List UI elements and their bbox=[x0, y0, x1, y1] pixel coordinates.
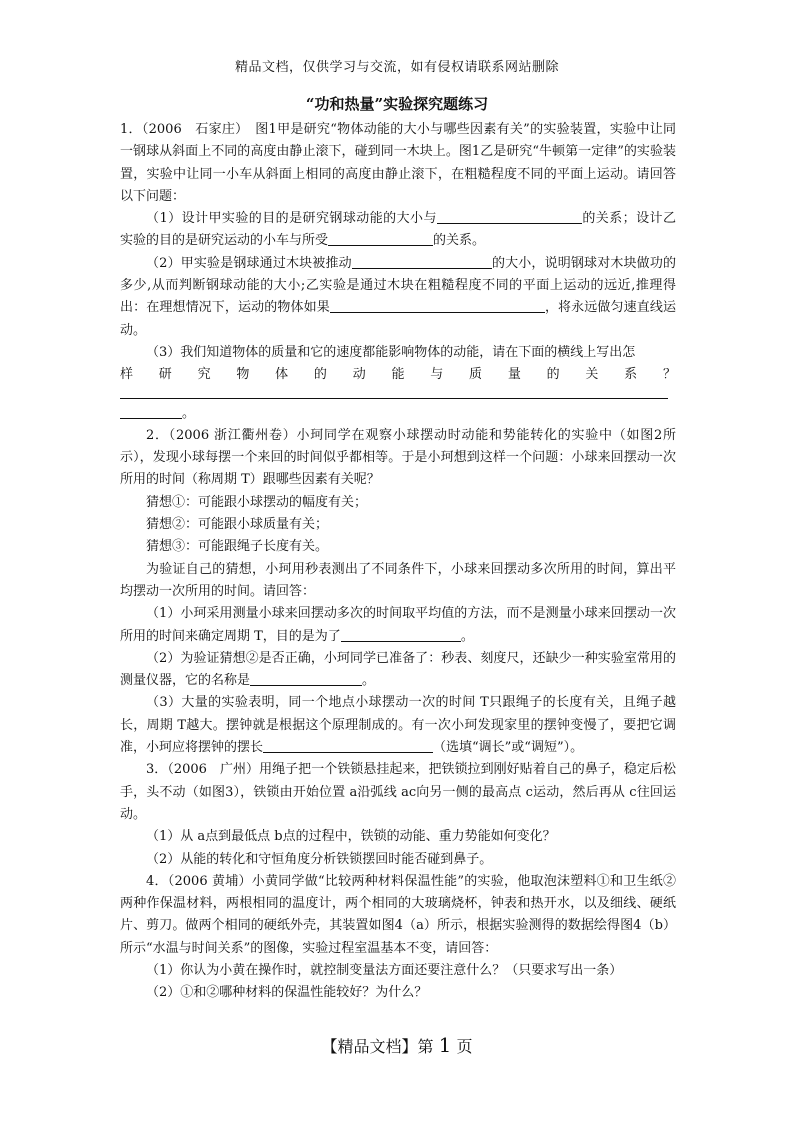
answer-line[interactable] bbox=[120, 387, 668, 399]
answer-blank[interactable] bbox=[328, 231, 433, 246]
q2-p1-text-a: （1）小珂采用测量小球来回摆动多次的时间取平均值的方法，而不是测量小球来回摆动一次所用的时间来确定周期 T，目的是为了 bbox=[120, 606, 676, 644]
question-2-verify: 为验证自己的猜想，小珂用秒表测出了不同条件下，小球来回摆动多次所用的时间，算出平均摆动一次所用的时间。请回答： bbox=[120, 561, 676, 599]
spread-char: 动 bbox=[352, 367, 366, 383]
question-3-intro: 3．（2006 广州）用绳子把一个铁锁悬挂起来，把铁锁拉到刚好贴着自己的鼻子，稳定后松手，头不动（如图3），铁锁由开始位置 a沿弧线 ac向另一侧的最高点 c运动，然后再从 c往回运动。 bbox=[120, 762, 676, 822]
q2-p3-text-b: （选填“调长”或“调短”）。 bbox=[433, 740, 584, 756]
answer-blank[interactable] bbox=[341, 627, 461, 642]
spread-char: 的 bbox=[546, 367, 560, 383]
answer-blank[interactable] bbox=[250, 671, 362, 686]
q2-p3-text-a: （3）大量的实验表明，同一个地点小球摆动一次的时间 T只跟绳子的长度有关，且绳子越长，周期 T越大。摆钟就是根据这个原理制成的。有一次小珂发现家里的摆钟变慢了，要把它调准，小珂应将摆钟的摆长 bbox=[120, 695, 676, 756]
question-1-part-1 bbox=[120, 208, 676, 253]
spread-char: 能 bbox=[391, 367, 405, 383]
spread-char: 体 bbox=[275, 367, 289, 383]
q2-p2-text-a: （2）为验证猜想②是否正确，小珂同学已准备了：秒表、刻度尺，还缺少一种实验室常用的测量仪器，它的名称是 bbox=[120, 650, 676, 689]
question-2-part-3 bbox=[120, 692, 676, 759]
question-1-part-3-end bbox=[120, 403, 676, 425]
question-4-intro: 4．（2006 黄埔）小黄同学做“比较两种材料保温性能”的实验，他取泡沫塑料①和卫生纸②两种作保温材料，两根相同的温度计，两个相同的大玻璃烧杯，钟表和热开水，以及细线、硬纸片、剪刀。做两个相同的硬纸外壳，其装置如图4（a）所示，根据实验测得的数据绘得图4（b）所示“水温与时间关系”的图像，实验过程室温基本不变，请回答： bbox=[120, 873, 676, 956]
spread-char: 物 bbox=[236, 367, 250, 383]
hypothesis-2: 猜想②：可能跟小球质量有关； bbox=[146, 517, 329, 533]
footer-label: 【精品文档】第 bbox=[321, 1037, 434, 1056]
question-3-part-1: （1）从 a点到最低点 b点的过程中，铁锁的动能、重力势能如何变化？ bbox=[146, 829, 556, 845]
page-footer bbox=[0, 1033, 794, 1057]
spread-char: 研 bbox=[158, 367, 172, 383]
footer-unit: 页 bbox=[456, 1037, 473, 1056]
hypothesis-1: 猜想①：可能跟小球摆动的幅度有关； bbox=[146, 494, 368, 510]
answer-blank[interactable] bbox=[330, 298, 545, 313]
question-2-intro: 2．（2006 浙江衢州卷）小珂同学在观察小球摆动时动能和势能转化的实验中（如图2所示），发现小球每摆一个来回的时间似乎都相等。于是小珂想到这样一个问题：小球来回摆动一次所用的时间（称周期 T）跟哪些因素有关呢？ bbox=[120, 427, 676, 488]
answer-blank[interactable] bbox=[120, 404, 182, 419]
answer-blank[interactable] bbox=[263, 738, 433, 753]
spread-char: 样 bbox=[120, 367, 134, 383]
question-1-part-3: （3）我们知道物体的质量和它的速度都能影响物体的动能，请在下面的横线上写出怎 bbox=[146, 344, 636, 360]
watermark-header: 精品文档，仅供学习与交流，如有侵权请联系网站删除 bbox=[234, 60, 559, 75]
question-4-part-1: （1）你认为小黄在操作时，就控制变量法方面还要注意什么？（只要求写出一条） bbox=[146, 962, 623, 978]
spread-char: 质 bbox=[469, 367, 483, 383]
spread-char: 量 bbox=[507, 367, 521, 383]
spread-char: 的 bbox=[313, 367, 327, 383]
question-2-part-2 bbox=[120, 648, 676, 693]
spread-char: 与 bbox=[430, 367, 444, 383]
q1-p1-text-c: 的关系。 bbox=[433, 233, 486, 249]
question-1-part-2 bbox=[120, 253, 676, 342]
question-3-part-2: （2）从能的转化和守恒角度分析铁锁摆回时能否碰到鼻子。 bbox=[146, 851, 493, 867]
question-2-part-1 bbox=[120, 603, 676, 648]
q1-p1-text-a: （1）设计甲实验的目的是研究钢球动能的大小与 bbox=[146, 211, 437, 227]
spread-char: 系 bbox=[624, 367, 638, 383]
spread-char: 究 bbox=[197, 367, 211, 383]
answer-blank[interactable] bbox=[352, 254, 492, 269]
question-1-part-3-spread-line bbox=[120, 364, 676, 386]
page-number: 1 bbox=[438, 1033, 452, 1057]
q1-p3-end-mark: 。 bbox=[182, 405, 196, 421]
q2-p1-text-b: 。 bbox=[460, 628, 474, 644]
spread-char: 关 bbox=[585, 367, 599, 383]
question-4-part-2: （2）①和②哪种材料的保温性能较好？为什么？ bbox=[146, 985, 428, 1001]
document-body bbox=[120, 119, 676, 1005]
document-title: “功和热量”实验探究题练习 bbox=[305, 95, 489, 113]
q1-p2-text-b: 的大小，说明钢球对木块做功的多少,从而判断钢球动能的大小;乙实验是通过木块在粗糙程度不同的平面上运动的远近,推理得出：在理想情况下，运动的物体如果 bbox=[120, 255, 676, 316]
q1-p1-text-b: 的关系；设计乙实验的目的是研究运动的小车与所受 bbox=[120, 211, 676, 249]
question-1-intro: 1．（2006 石家庄） 图1甲是研究“物体动能的大小与哪些因素有关”的实验装置，实验中让同一钢球从斜面上不同的高度由静止滚下，碰到同一木块上。图1乙是研究“牛顿第一定律”的实验装置，实验中让同一小车从斜面上相同的高度由静止滚下，在粗糙程度不同的平面上运动。请回答以下问题： bbox=[120, 122, 676, 204]
q1-p2-text-a: （2）甲实验是钢球通过木块被推动 bbox=[146, 255, 352, 271]
q1-p2-text-c: ，将永远做匀速直线运动。 bbox=[120, 300, 676, 338]
answer-blank[interactable] bbox=[437, 209, 582, 224]
hypothesis-3: 猜想③：可能跟绳子长度有关。 bbox=[146, 539, 329, 555]
spread-char: ？ bbox=[662, 367, 676, 383]
q2-p2-text-b: 。 bbox=[362, 673, 376, 689]
